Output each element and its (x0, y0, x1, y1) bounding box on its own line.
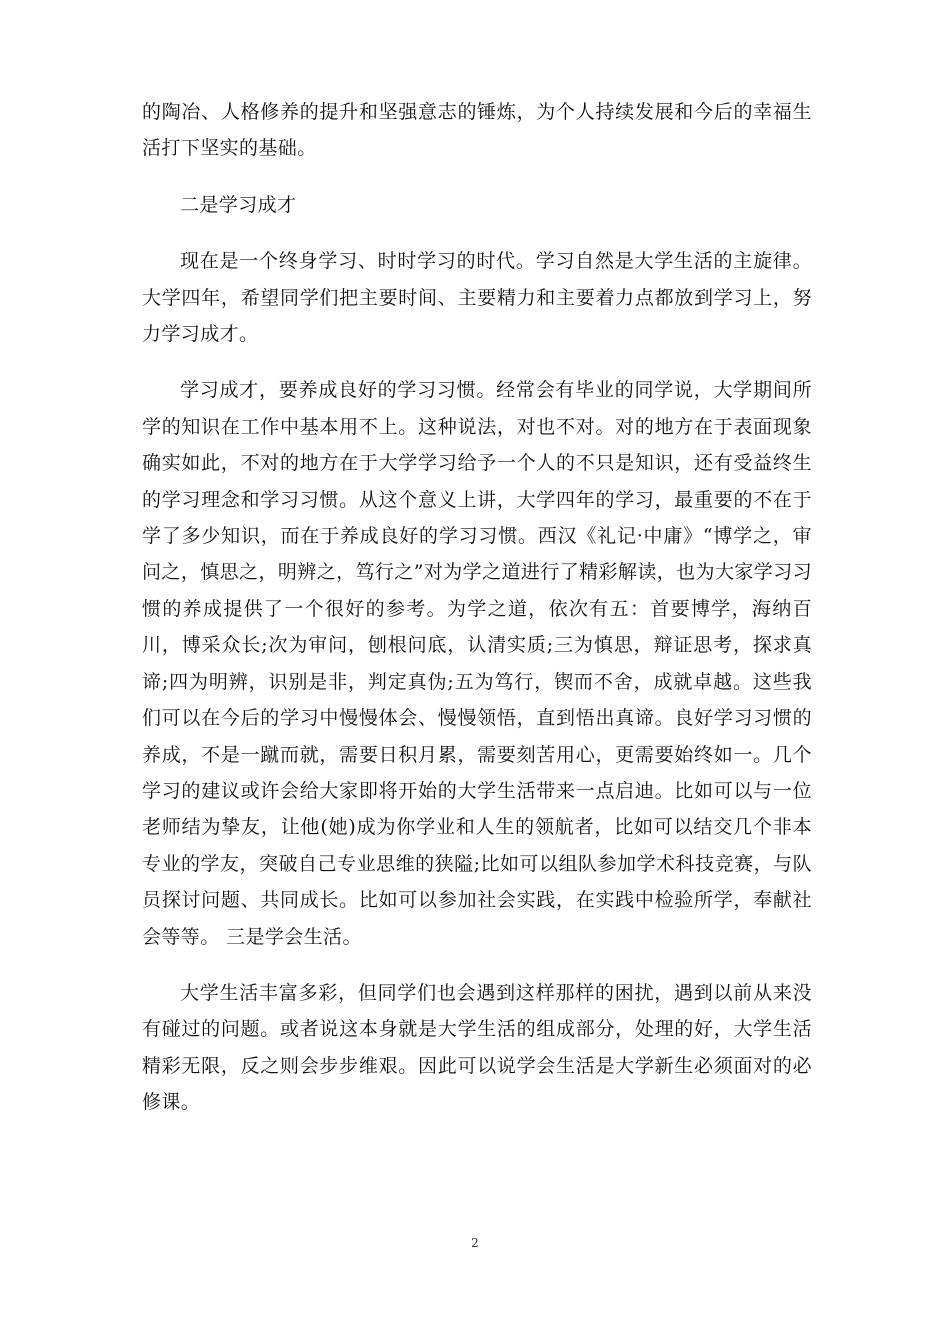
document-body (142, 94, 812, 1121)
paragraph-continuation: 的陶冶、人格修养的提升和坚强意志的锤炼，为个人持续发展和今后的幸福生活打下坚实的基础。 (142, 101, 812, 160)
page-number: 2 (471, 1236, 479, 1250)
paragraph-learning-habits: 学习成才，要养成良好的学习习惯。经常会有毕业的同学说，大学期间所学的知识在工作中基本用不上。这种说法，对也不对。对的地方在于表面现象确实如此，不对的地方在于大学学习给予一个人的不只是知识，还有受益终生的学习理念和学习习惯。从这个意义上讲，大学四年的学习，最重要的不在于学了多少知识，而在于养成良好的学习习惯。西汉《礼记·中庸》“博学之，审问之，慎思之，明辨之，笃行之”对为学之道进行了精彩解读，也为大家学习习惯的养成提供了一个很好的参考。为学之道，依次有五：首要博学，海纳百川，博采众长;次为审问，刨根问底，认清实质;三为慎思，辩证思考，探求真谛;四为明辨，识别是非，判定真伪;五为笃行，锲而不舍，成就卓越。这些我们可以在今后的学习中慢慢体会、慢慢领悟，直到悟出真谛。良好学习习惯的养成，不是一蹴而就，需要日积月累，需要刻苦用心，更需要始终如一。几个学习的建议或许会给大家即将开始的大学生活带来一点启迪。比如可以与一位老师结为挚友，让他(她)成为你学业和人生的领航者，比如可以结交几个非本专业的学友，突破自己专业思维的狭隘;比如可以组队参加学术科技竞赛，与队员探讨问题、共同成长。比如可以参加社会实践，在实践中检验所学，奉献社会等等。 三是学会生活。 (142, 379, 812, 948)
paragraph-learning-life: 大学生活丰富多彩，但同学们也会遇到这样那样的困扰，遇到以前从来没有碰过的问题。或者说这本身就是大学生活的组成部分，处理的好，大学生活精彩无限，反之则会步步维艰。因此可以说学会生活是大学新生必须面对的必修课。 (142, 981, 812, 1114)
section-heading-learning: 二是学习成才 (180, 193, 297, 216)
paragraph-learning-era: 现在是一个终身学习、时时学习的时代。学习自然是大学生活的主旋律。大学四年，希望同学们把主要时间、主要精力和主要着力点都放到学习上，努力学习成才。 (142, 250, 812, 346)
